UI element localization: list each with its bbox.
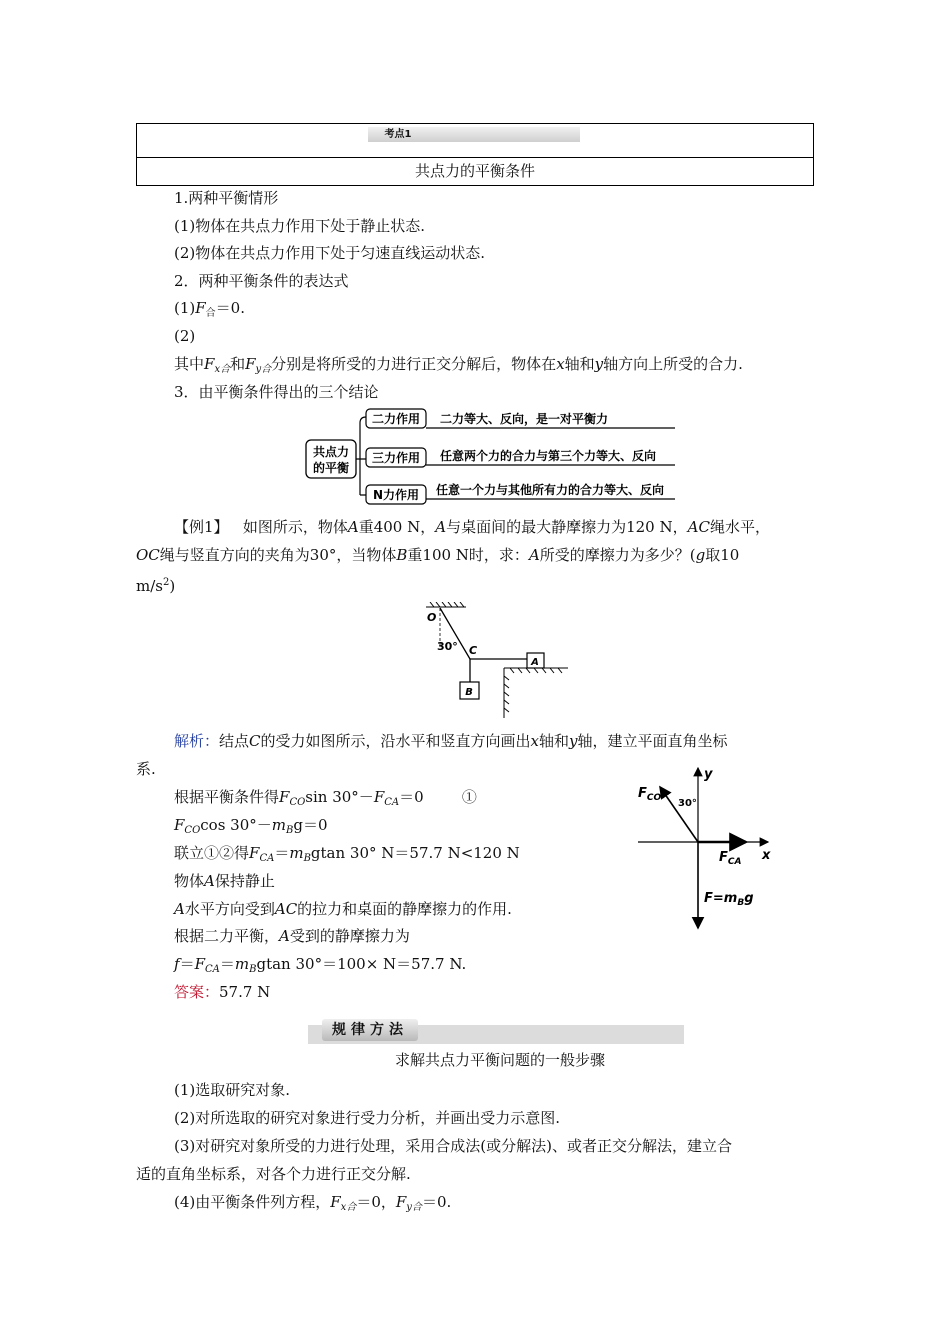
mindmap-root — [306, 440, 356, 478]
label-b: B — [465, 687, 473, 698]
label-fca: $F_{CA}$ — [719, 850, 742, 867]
label-c: C — [469, 644, 478, 657]
mindmap-branch-three-force — [366, 448, 675, 467]
label-o: O — [427, 611, 437, 624]
example-line3: $m/s^2$) — [136, 577, 176, 595]
conclusions-mindmap — [300, 405, 680, 505]
example-line2: OC绳与竖直方向的夹角为30°，当物体B重100 N时，求：A所受的摩擦力为多少？(g取10 — [136, 546, 740, 564]
method-step1: (1)选取研究对象. — [174, 1081, 291, 1099]
label-a: A — [531, 657, 539, 668]
method-step2: (2)对所选取的研究对象进行受力分析，并画出受力示意图. — [174, 1109, 561, 1127]
branch-desc: 二力等大、反向，是一对平衡力 — [440, 412, 609, 426]
method-step3-cont: 适的直角坐标系，对各个力进行正交分解. — [136, 1165, 411, 1183]
solution-eq2: $F_{CO}\cos$ $30^\circ-m_Bg=0$ — [174, 816, 328, 836]
mindmap-connector — [356, 417, 366, 495]
topic-tag: 考点1 — [384, 129, 412, 140]
example-line1: 【例1】 如图所示，物体A重400 N，A与桌面间的最大静摩擦力为120 N，AC绳水平， — [174, 518, 770, 536]
branch-label: N力作用 — [372, 488, 420, 502]
method-step4: (4)由平衡条件列方程，$F_{x合}=0$，$F_{y合}=0$. — [174, 1193, 452, 1213]
solution-answer: 答案：57.7 N — [174, 983, 271, 1001]
solution-eq1: 根据平衡条件得$F_{CO}\sin$ $30^\circ-F_{CA}=0$ ① — [174, 788, 477, 808]
table — [504, 668, 568, 718]
method-step3: (3)对研究对象所受的力进行处理，采用合成法(或分解法)、或者正交分解法，建立合 — [174, 1137, 732, 1155]
label-weight: $F=m_Bg$ — [704, 891, 754, 908]
label-angle: 30° — [678, 798, 697, 809]
solution-line7: A水平方向受到AC的拉力和桌面的静摩擦力的作用. — [174, 900, 512, 918]
mindmap-root-line1: 共点力 — [312, 445, 350, 459]
section1-item1: (1)物体在共点力作用下处于静止状态. — [174, 217, 426, 235]
solution-eq3: 联立①②得$F_{CA}=m_Bgtan$ 30° N＝57.7 N<120 N — [174, 844, 520, 864]
solution-line8: 根据二力平衡，A受到的静摩擦力为 — [174, 927, 410, 945]
label-x: x — [762, 848, 771, 863]
section1-item2: (2)物体在共点力作用下处于匀速直线运动状态. — [174, 244, 486, 262]
label-fco: $F_{CO}$ — [638, 786, 662, 803]
section3-heading: 3．由平衡条件得出的三个结论 — [174, 383, 379, 401]
branch-desc: 任意一个力与其他所有力的合力等大、反向 — [436, 483, 665, 497]
label-angle: 30° — [437, 640, 458, 653]
solution-eq4: $f=F_{CA}=m_Bgtan$ 30°＝100× N＝57.7 N. — [174, 955, 467, 975]
topic-title: 共点力的平衡条件 — [414, 162, 535, 180]
section2-formula1: $(1)F_合=0$. — [174, 299, 245, 319]
force-fco — [660, 787, 698, 842]
section2-note: 其中$F_{x合}$和$F_{y合}$分别是将所受的力进行正交分解后，物体在x轴和y轴方向上所受的合力. — [174, 355, 743, 375]
solution-line1: 解析：结点C的受力如图所示，沿水平和竖直方向画出x轴和y轴，建立平面直角坐标 — [174, 732, 728, 750]
method-title: 求解共点力平衡问题的一般步骤 — [394, 1051, 605, 1069]
example-figure — [418, 602, 574, 720]
section2-heading: 2．两种平衡条件的表达式 — [174, 272, 349, 290]
mindmap-root-line2: 的平衡 — [312, 461, 350, 475]
solution-line6: 物体A保持静止 — [174, 872, 275, 890]
force-diagram — [634, 762, 784, 932]
branch-desc: 任意两个力的合力与第三个力等大、反向 — [440, 449, 657, 463]
mindmap-branch-n-force — [366, 482, 675, 504]
mindmap-branch-two-force — [366, 409, 675, 428]
branch-label: 二力作用 — [371, 412, 421, 426]
solution-line2: 系. — [136, 760, 156, 778]
section1-heading: 1.两种平衡情形 — [174, 189, 279, 207]
label-y: y — [704, 767, 713, 782]
ceiling — [426, 602, 466, 607]
section2-formula2: (2) — [174, 327, 196, 345]
method-chip: 规律方法 — [322, 1019, 418, 1041]
branch-label: 三力作用 — [371, 451, 421, 465]
